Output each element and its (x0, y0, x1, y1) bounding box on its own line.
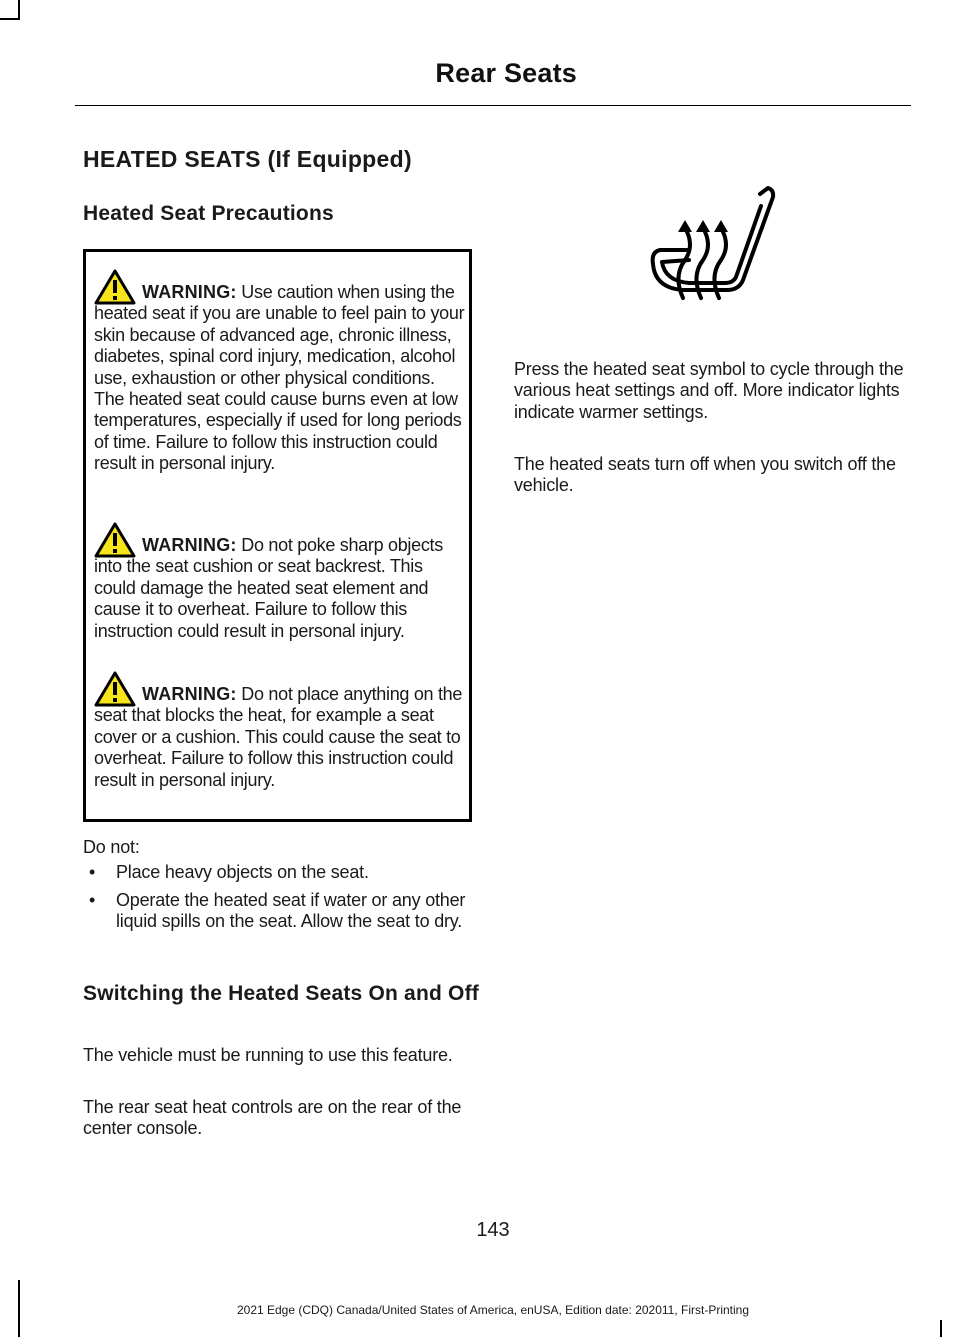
paragraph: The vehicle must be running to use this feature. (83, 1045, 453, 1065)
warning-triangle-icon (94, 522, 136, 558)
footer-text: 2021 Edge (CDQ) Canada/United States of America, enUSA, Edition date: 202011, First-Printing (236, 1303, 750, 1317)
crop-mark-bottom-right (940, 1320, 942, 1337)
paragraph: The heated seats turn off when you switch off the vehicle. (514, 454, 896, 496)
warning-text: Do not place anything on the seat that blocks the heat, for example a seat cover or a cushion. This could cause the seat to overheat. Failure to follow this instruction could result in personal injury. (94, 684, 463, 790)
bullet-item: Operate the heated seat if water or any other liquid spills on the seat. Allow the seat to dry. (116, 890, 466, 932)
do-not-intro: Do not: (83, 837, 140, 857)
paragraph: Press the heated seat symbol to cycle through the various heat settings and off. More indicator lights indicate warmer settings. (514, 359, 904, 422)
warning-3 (94, 684, 467, 791)
warning-text: Use caution when using the heated seat if you are unable to feel pain to your skin because of advanced age, chronic illness, diabetes, spinal cord injury, medication, alcohol use, exhaustion or other physical conditions. The heated seat could cause burns even at low temperatures, especially if used for long periods of time. Failure to follow this instruction could result in personal injury. (94, 282, 465, 474)
switching-heading: Switching the Heated Seats On and Off (83, 982, 479, 1005)
warning-label: WARNING: (142, 535, 237, 555)
page-number: 143 (476, 1219, 510, 1241)
bullet-marker: • (89, 862, 96, 882)
header-rule (75, 105, 911, 106)
crop-mark-top-left-h (0, 18, 20, 20)
bullet-marker: • (89, 890, 96, 910)
paragraph: The rear seat heat controls are on the rear of the center console. (83, 1097, 462, 1139)
warning-triangle-icon (94, 269, 136, 305)
warning-label: WARNING: (142, 684, 237, 704)
heated-seat-icon (645, 180, 785, 305)
warning-label: WARNING: (142, 282, 237, 302)
warning-box (83, 249, 472, 822)
crop-mark-top-left (18, 0, 20, 20)
warning-2 (94, 535, 467, 642)
bullet-item: Place heavy objects on the seat. (116, 862, 369, 882)
header-title: Rear Seats (435, 58, 577, 88)
warning-triangle-icon (94, 671, 136, 707)
subsection-title: Heated Seat Precautions (83, 202, 334, 225)
warning-1 (94, 282, 467, 475)
section-title: HEATED SEATS (If Equipped) (83, 146, 412, 172)
warning-text: Do not poke sharp objects into the seat cushion or seat backrest. This could damage the heated seat element and cause it to overheat. Failure to follow this instruction could result in personal injury. (94, 535, 443, 641)
